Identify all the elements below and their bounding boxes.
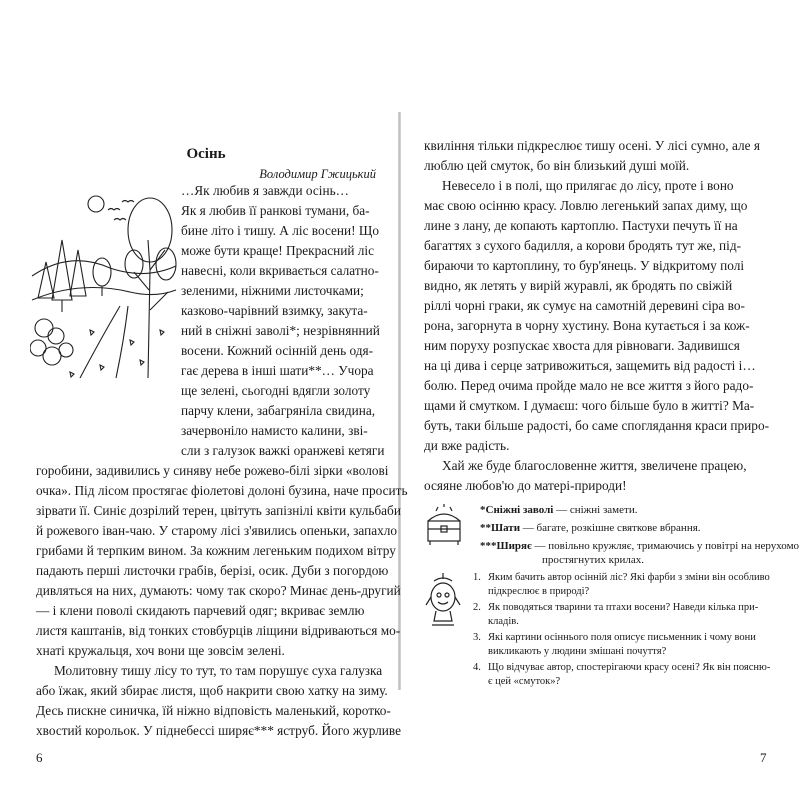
vocabulary-definition: — повільно кружляє, тримаючись у повітрі на нерухомо: [531, 540, 800, 552]
text-line: ріллі чорні граки, як сумує на самотній деревині сіра во-: [424, 298, 745, 313]
text-line: має свою осінню красу. Ловлю легенький запах диму, що: [424, 198, 748, 213]
lamp-mascot-icon: [424, 571, 462, 629]
text-line: лине з лану, де копають картоплю. Пастухи печуть її на: [424, 218, 738, 233]
vocabulary-definition: простягнутих крилах.: [542, 554, 644, 566]
text-line: зеленими, ніжними листочками;: [181, 283, 364, 298]
text-line: щами й смутком. І думаєш: чого більше було в житті? Ма-: [424, 398, 755, 413]
question-number: 3.: [473, 632, 481, 643]
page-number: 7: [760, 750, 767, 765]
text-line: гає дерева в інші шати**… Учора: [181, 363, 374, 378]
text-line: Молитовну тишу лісу то тут, то там порушує суха галузка: [54, 663, 383, 678]
text-line: видно, як летять у вирій журавлі, як бродять по свіжій: [424, 278, 733, 293]
vocabulary-definition: — багате, розкішне святкове вбрання.: [520, 522, 701, 534]
vocabulary-entry: [542, 553, 800, 567]
text-line: хнаті кружальця, хоч вони ще зовсім зелені.: [36, 643, 285, 658]
question-line: кладів.: [488, 616, 519, 627]
vocabulary-term: ***Ширяє: [480, 540, 532, 552]
illustration-autumn-landscape: [30, 180, 178, 380]
text-line: бираючи то картоплину, то бур'янець. У відкритому полі: [424, 258, 745, 273]
text-line: дивляться на них, думають: чому так скоро? Минає день-другий: [36, 583, 401, 598]
vocabulary-entry: [480, 521, 780, 535]
question-line: Як поводяться тварини та птахи восени? Наведи кілька при-: [488, 602, 759, 613]
text-line: парчу клени, забагряніла свидина,: [181, 403, 376, 418]
text-line: Десь пискне синичка, їй ніжно відповість маленький, коротко-: [36, 703, 391, 718]
question-line: є цей «смуток»?: [488, 676, 561, 687]
text-line: листя каштанів, від тонких стовбурців ліщини відриваються мо-: [36, 623, 401, 638]
text-line: або їжак, який збирає листя, щоб накрити свою хатку на зиму.: [36, 683, 388, 698]
text-line: восени. Кожний осінній день одя-: [181, 343, 374, 358]
text-line: падають перші листочки грабів, берізі, осик. Дуби з погордою: [36, 563, 389, 578]
vocabulary-entry: [480, 503, 780, 517]
text-line: ди вже радість.: [424, 438, 510, 453]
vocabulary-entry: [480, 539, 800, 553]
question-line: підкреслює в природі?: [488, 586, 590, 597]
text-line: осяяне любов'ю до матері-природи!: [424, 478, 627, 493]
text-line: й рожевого іван-чаю. У старому лісі з'явились опеньки, запахло: [36, 523, 398, 538]
text-line: Хай же буде благословенне життя, звеличене працею,: [442, 458, 747, 473]
text-line: …Як любив я завжди осінь…: [181, 183, 349, 198]
text-line: квиління тільки підкреслює тишу осені. У лісі сумно, але я: [424, 138, 760, 153]
text-line: зачервоніло намисто калини, зві-: [181, 423, 368, 438]
question-line: Що відчуває автор, спостерігаючи красу осені? Як він поясню-: [488, 662, 771, 673]
text-line: горобини, задивились у синяву небе рожево-білі зірки «волові: [36, 463, 389, 478]
page-number: 6: [36, 750, 43, 765]
vocabulary-term: *Сніжні заволі: [480, 504, 554, 516]
text-line: навесні, коли вкривається салатно-: [181, 263, 379, 278]
text-line: бине літо і тишу. А ліс восени! Що: [181, 223, 379, 238]
text-line: зірвати її. Синіє дозрілий терен, цвітуть запізнілі квіти кульбаби: [36, 503, 401, 518]
text-line: хвостий корольок. У піднебессі ширяє*** яструб. Його журливе: [36, 723, 402, 738]
chest-icon: [424, 503, 464, 547]
question-line: Які картини осіннього поля описує письменник і чому вони: [488, 632, 756, 643]
text-line: ним поруху розпускає хвоста для рівноваги. Задивишся: [424, 338, 740, 353]
text-line: сли з галузок важкі оранжеві кетяги: [181, 443, 385, 458]
question-number: 4.: [473, 662, 481, 673]
text-line: очка». Під лісом простягає фіолетові долоні бузина, наче просить: [36, 483, 408, 498]
text-line: буть, таки більше радості, бо саме споглядання краси приро-: [424, 418, 770, 433]
text-line: люблю цей смуток, бо він близький душі моїй.: [424, 158, 690, 173]
vocabulary-definition: — сніжні замети.: [553, 504, 638, 516]
text-line: на ці дива і серце затривожиться, защемить від радості і…: [424, 358, 756, 373]
text-line: болю. Перед очима пройде мало не все життя з його радо-: [424, 378, 754, 393]
question-line: Яким бачить автор осінній ліс? Які фарби з зміни він особливо: [488, 572, 770, 583]
text-line: ще зелені, сьогодні вдягли золоту: [181, 383, 371, 398]
page-title: Осінь: [186, 146, 226, 162]
author-name: Володимир Гжицький: [259, 167, 376, 181]
question-number: 1.: [473, 572, 481, 583]
text-line: Невесело і в полі, що прилягає до лісу, проте і воно: [442, 178, 734, 193]
question-line: викликають у людини змішані почуття?: [488, 646, 667, 657]
text-line: — і клени поволі скидають парчевий одяг; вкриває землю: [36, 603, 365, 618]
vocabulary-term: **Шати: [480, 522, 521, 534]
text-line: Як я любив її ранкові тумани, ба-: [181, 203, 370, 218]
text-line: може бути краще! Прекрасний ліс: [181, 243, 374, 258]
text-line: ний в сніжні заволі*; незрівнянний: [181, 323, 380, 338]
text-line: казково-чарівний взимку, закута-: [181, 303, 368, 318]
text-line: грибами й терпким вином. За кожним легеньким подихом вітру: [36, 543, 396, 558]
text-line: рона, загорнута в чорну хустину. Вона кутається і за кож-: [424, 318, 750, 333]
text-line: багаттях з сухого бадилля, а корови бродять тут же, під-: [424, 238, 742, 253]
question-number: 2.: [473, 602, 481, 613]
